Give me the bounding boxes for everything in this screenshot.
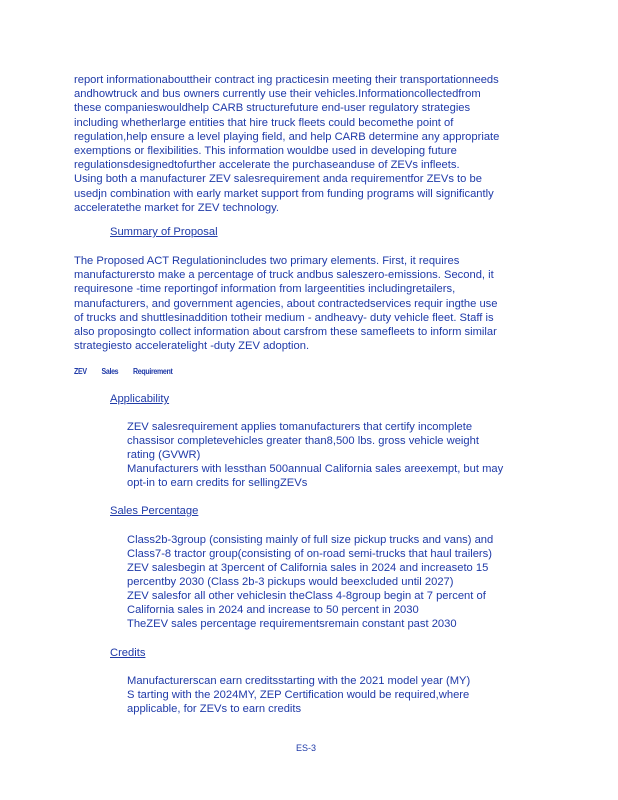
text-line: Class7-8 tractor group(consisting of on-road semi-trucks that haul trailers) <box>127 548 492 560</box>
text-line: manufacturers, and government agencies, about contractedservices requir ingthe use <box>74 297 498 310</box>
sales-percentage-heading: Sales Percentage <box>110 505 199 517</box>
text-line: Using both a manufacturer ZEV salesrequirement anda requirementfor ZEVs to be <box>74 173 482 186</box>
text-line: andhowtruck and bus owners currently use their vehicles.Informationcollectedfrom <box>74 88 481 101</box>
credits-heading: Credits <box>110 647 146 659</box>
text-line: Manufacturers with lessthan 500annual California sales areexempt, but may <box>127 463 504 475</box>
text-line: California sales in 2024 and increase to 50 percent in 2030 <box>127 604 419 616</box>
text-line: applicable, for ZEVs to earn credits <box>127 703 302 715</box>
text-line: regulationsdesignedtofurther accelerate the purchaseanduse of ZEVs infleets. <box>74 159 460 172</box>
text-line: requiresone -time reportingof information from largeentities includingretailers, <box>74 283 456 296</box>
page-number: ES-3 <box>296 743 317 753</box>
text-line: report informationabouttheir contract ing practicesin meeting their transportationneeds <box>74 74 499 86</box>
summary-paragraph <box>74 254 554 353</box>
text-line: acceleratethe market for ZEV technology. <box>74 201 279 214</box>
text-line: usedjn combination with early market support from funding programs will significantly <box>74 187 494 200</box>
text-line: opt-in to earn credits for sellingZEVs <box>127 477 308 489</box>
text-line: manufacturersto make a percentage of truck andbus saleszero-emissions. Second, it <box>74 269 494 282</box>
list-item <box>110 420 550 462</box>
text-line: also proposingto collect information about carsfrom these samefleets to inform similar <box>74 326 497 339</box>
list-item <box>110 589 550 617</box>
subhead-word: Requirement <box>133 366 173 376</box>
summary-heading: Summary of Proposal <box>110 226 218 238</box>
text-line: TheZEV sales percentage requirementsremain constant past 2030 <box>127 618 457 630</box>
credits-list <box>110 674 550 716</box>
subhead-word: ZEV <box>74 366 87 376</box>
list-item <box>110 533 550 589</box>
text-line: ZEV salesfor all other vehiclesin theClass 4-8group begin at 7 percent of <box>127 590 486 602</box>
list-item <box>110 688 550 716</box>
text-line: including whetherlarge entities that hire truck fleets could becomethe point of <box>74 116 454 129</box>
text-line: these companieswouldhelp CARB structurefuture end-user regulatory strategies <box>74 102 471 115</box>
text-line: of trucks and shuttlesinaddition totheir medium - andheavy- duty vehicle fleet. Staff is <box>74 311 494 324</box>
list-item <box>110 462 550 490</box>
intro-paragraph <box>74 73 554 215</box>
zev-sales-requirement-heading <box>74 366 187 376</box>
applicability-heading: Applicability <box>110 393 170 405</box>
text-line: regulation,help ensure a level playing field, and help CARB determine any appropriate <box>74 130 500 143</box>
text-line: S tarting with the 2024MY, ZEP Certification would be required,where <box>127 689 470 701</box>
text-line: Manufacturerscan earn creditsstarting with the 2021 model year (MY) <box>127 675 471 687</box>
text-line: ZEV salesbegin at 3percent of California sales in 2024 and increaseto 15 <box>127 562 489 574</box>
subhead-word: Sales <box>101 366 119 376</box>
list-item <box>110 674 550 688</box>
text-line: chassisor completevehicles greater than8,500 lbs. gross vehicle weight <box>127 435 479 447</box>
sales-percentage-list <box>110 533 550 631</box>
list-item <box>110 617 550 631</box>
text-line: The Proposed ACT Regulationincludes two primary elements. First, it requires <box>74 255 460 267</box>
text-line: percentby 2030 (Class 2b-3 pickups would beexcluded until 2027) <box>127 576 454 588</box>
text-line: ZEV salesrequirement applies tomanufacturers that certify incomplete <box>127 421 473 433</box>
text-line: exemptions or flexibilities. This information wouldbe used in developing future <box>74 145 457 158</box>
text-line: strategiesto acceleratelight -duty ZEV adoption. <box>74 340 310 353</box>
text-line: rating (GVWR) <box>127 449 201 461</box>
applicability-list <box>110 420 550 490</box>
text-line: Class2b-3group (consisting mainly of full size pickup trucks and vans) and <box>127 534 494 546</box>
